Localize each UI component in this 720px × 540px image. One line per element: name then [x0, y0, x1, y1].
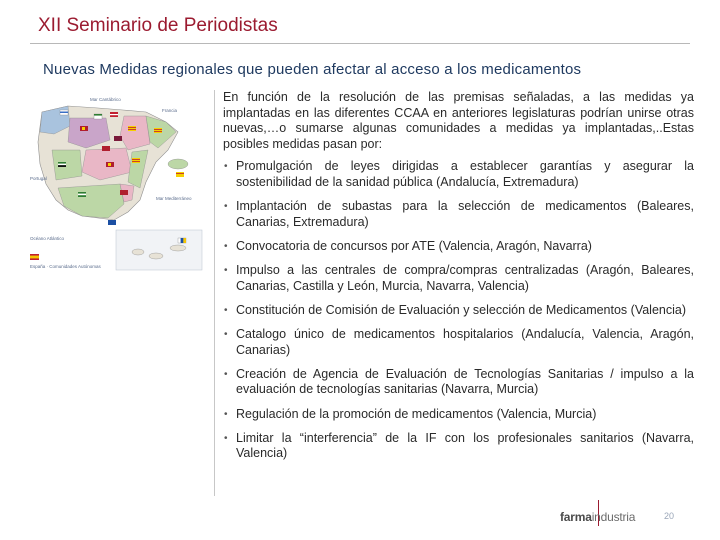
region-baleares — [168, 159, 188, 169]
logo-text-farma: farma — [560, 510, 592, 524]
farmaindustria-logo — [560, 510, 635, 524]
map-label-oceano: Océano Atlántico — [30, 236, 65, 241]
map-label-cantabrico: Mar Cantábrico — [90, 97, 121, 102]
title-divider — [30, 43, 690, 44]
map-label-francia: Francia — [162, 108, 178, 113]
map-label-portugal: Portugal — [30, 176, 47, 181]
list-item: • Implantación de subastas para la selección de medicamentos (Baleares, Canarias, Extremadura) — [223, 199, 694, 230]
map-legend: España · Comunidades Autónomas — [30, 264, 101, 269]
canarias-inset — [116, 230, 202, 270]
list-item: • Impulso a las centrales de compra/compras centralizadas (Aragón, Baleares, Canarias, Castilla y León, Murcia, Navarra, Valencia) — [223, 263, 694, 294]
list-item: • Constitución de Comisión de Evaluación y selección de Medicamentos (Valencia) — [223, 303, 694, 319]
slide-title: XII Seminario de Periodistas — [38, 15, 278, 36]
measures-panel — [214, 90, 694, 496]
list-item: • Convocatoria de concursos por ATE (Valencia, Aragón, Navarra) — [223, 239, 694, 255]
spain-map-graphic — [28, 92, 208, 282]
list-item: • Catalogo único de medicamentos hospitalarios (Andalucía, Valencia, Aragón, Canarias) — [223, 327, 694, 358]
list-item: • Limitar la “interferencia” de la IF con los profesionales sanitarios (Navarra, Valencia) — [223, 431, 694, 462]
page-number: 20 — [664, 511, 675, 521]
slide-subtitle: Nuevas Medidas regionales que pueden afectar al acceso a los medicamentos — [43, 61, 582, 78]
logo-text-industria: industria — [591, 510, 636, 524]
spain-regions-map — [28, 92, 208, 282]
list-item: • Promulgación de leyes dirigidas a establecer garantías y asegurar la sostenibilidad de la sanidad pública (Andalucía, Extremadura) — [223, 159, 694, 190]
measures-list — [223, 159, 694, 462]
list-item: • Creación de Agencia de Evaluación de Tecnologías Sanitarias / impulso a la evaluación de tecnologías sanitarias (Navarra, Murcia) — [223, 367, 694, 398]
intro-paragraph: En función de la resolución de las premisas señaladas, a las medidas ya implantadas en las diferentes CCAA en anteriores legislaturas podrían unirse otras nuevas,…o sumarse algunas comunidades a medidas ya implantadas,..Estas posibles medidas pasan por: — [223, 90, 694, 151]
map-label-mediterraneo: Mar Mediterráneo — [156, 196, 192, 201]
list-item: • Regulación de la promoción de medicamentos (Valencia, Murcia) — [223, 407, 694, 423]
region-extremadura — [52, 150, 82, 180]
